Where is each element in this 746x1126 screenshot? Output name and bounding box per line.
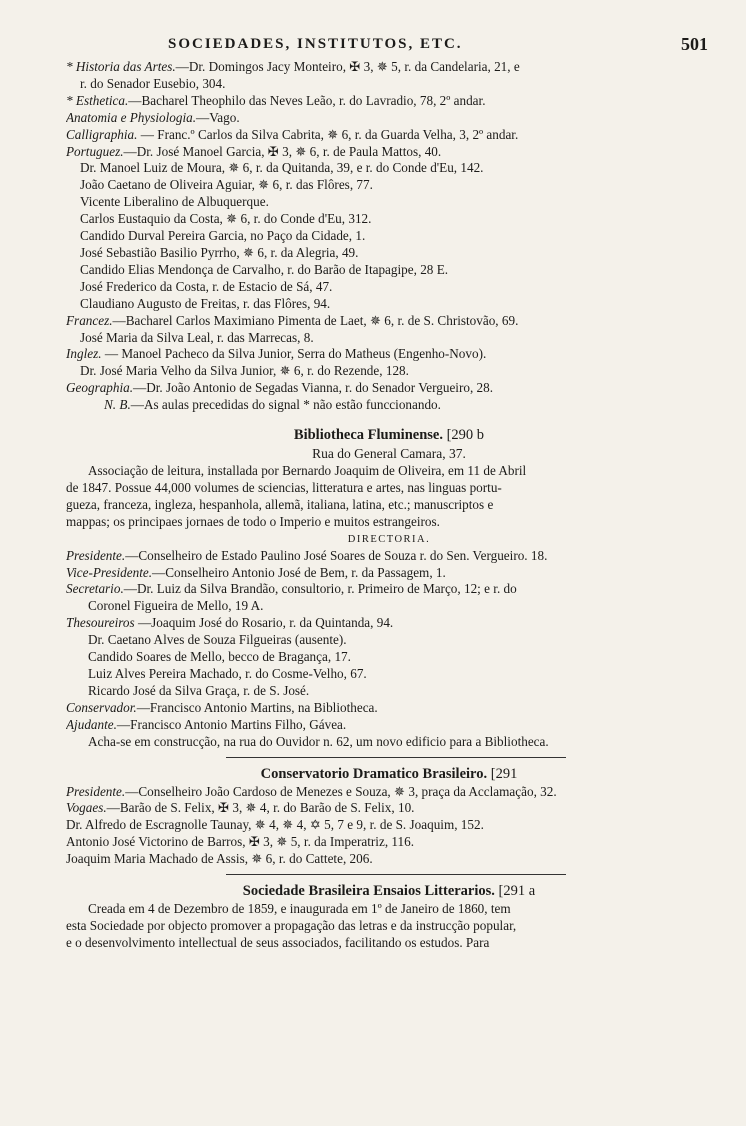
section-heading: Conservatorio Dramatico Brasileiro. [291 xyxy=(260,765,518,782)
course-line: * Historia das Artes.—Dr. Domingos Jacy Monteiro, ✠ 3, ✵ 5, r. da Candelaria, 21, e xyxy=(66,59,520,74)
running-header xyxy=(66,36,712,58)
section-heading: Sociedade Brasileira Ensaios Litterarios. [291 a xyxy=(242,883,536,900)
running-title: SOCIEDADES, INSTITUTOS, ETC. xyxy=(168,36,463,52)
member-line: Dr. Alfredo de Escragnolle Taunay, ✵ 4, ✵ 4, ✡ 5, 7 e 9, r. de S. Joaquim, 152. xyxy=(66,817,484,833)
member-line: Antonio José Victorino de Barros, ✠ 3, ✵ 5, r. da Imperatriz, 116. xyxy=(66,834,414,850)
course-line: Inglez. — Manoel Pacheco da Silva Junior, Serra do Matheus (Engenho-Novo). xyxy=(66,346,487,362)
directory-list xyxy=(66,548,712,751)
member-line: Joaquim Maria Machado de Assis, ✵ 6, r. do Cattete, 206. xyxy=(66,851,373,867)
course-line: * Esthetica.—Bacharel Theophilo das Neves Leão, r. do Lavradio, 78, 2º andar. xyxy=(66,92,486,108)
directory-line: Candido Soares de Mello, becco de Bragança, 17. xyxy=(88,649,351,665)
directory-line: Ajudante.—Francisco Antonio Martins Filho, Gávea. xyxy=(66,716,347,732)
directory-line: Presidente.—Conselheiro de Estado Paulino José Soares de Souza r. do Sen. Vergueiro. 18. xyxy=(66,547,548,563)
section-address: Rua do General Camara, 37. xyxy=(312,446,466,462)
members-list xyxy=(66,784,712,869)
section-divider xyxy=(226,874,566,875)
course-line: Geographia.—Dr. João Antonio de Segadas Vianna, r. do Senador Vergueiro, 28. xyxy=(66,380,494,396)
course-line: Claudiano Augusto de Freitas, r. das Flôres, 94. xyxy=(80,295,331,311)
course-line: Candido Elias Mendonça de Carvalho, r. do Barão de Itapagipe, 28 E. xyxy=(80,261,449,277)
course-line: Calligraphia. — Franc.º Carlos da Silva Cabrita, ✵ 6, r. da Guarda Velha, 3, 2º andar. xyxy=(66,126,519,142)
directory-line: Thesoureiros —Joaquim José do Rosario, r. da Quintanda, 94. xyxy=(66,615,394,631)
course-line: Candido Durval Pereira Garcia, no Paço da Cidade, 1. xyxy=(80,228,366,244)
section-divider xyxy=(226,757,566,758)
directory-line: Conservador.—Francisco Antonio Martins, na Bibliotheca. xyxy=(66,699,378,715)
directory-line: Luiz Alves Pereira Machado, r. do Cosme-Velho, 67. xyxy=(88,666,367,681)
course-line: Dr. José Maria Velho da Silva Junior, ✵ 6, r. do Rezende, 128. xyxy=(80,363,409,379)
note-line: N. B.—As aulas precedidas do signal * não estão funccionando. xyxy=(104,397,441,413)
course-line: Portuguez.—Dr. José Manoel Garcia, ✠ 3, ✵ 6, r. de Paula Mattos, 40. xyxy=(66,143,442,159)
page-number: 501 xyxy=(681,34,708,54)
subheading: DIRECTORIA. xyxy=(347,533,431,545)
member-line: Vogaes.—Barão de S. Felix, ✠ 3, ✵ 4, r. do Barão de S. Felix, 10. xyxy=(66,800,415,816)
directory-line: Secretario.—Dr. Luiz da Silva Brandão, consultorio, r. Primeiro de Março, 12; e r. do xyxy=(66,581,517,597)
directory-line: Ricardo José da Silva Graça, r. de S. José. xyxy=(88,682,310,698)
course-line: Anatomia e Physiologia.—Vago. xyxy=(66,109,240,125)
section-paragraph: Creada em 4 de Dezembro de 1859, e inaugurada em 1º de Janeiro de 1860, tem esta Sociedade por objecto promover a propagação das letras e da instrucção popular, e o desenvolvimento intellectual de seus associados, facilitando os estudos. Para xyxy=(66,901,517,950)
course-line: Francez.—Bacharel Carlos Maximiano Pimenta de Laet, ✵ 6, r. de S. Christovão, 69. xyxy=(66,312,519,328)
course-line: r. do Senador Eusebio, 304. xyxy=(80,75,226,91)
course-line: Dr. Manoel Luiz de Moura, ✵ 6, r. da Quitanda, 39, e r. do Conde d'Eu, 142. xyxy=(80,160,484,176)
course-line: Vicente Liberalino de Albuquerque. xyxy=(80,194,269,210)
course-line: José Frederico da Costa, r. de Estacio de Sá, 47. xyxy=(80,278,333,294)
member-line: Presidente.—Conselheiro João Cardoso de Menezes e Souza, ✵ 3, praça da Acclamação, 32. xyxy=(66,783,557,799)
course-line: Carlos Eustaquio da Costa, ✵ 6, r. do Conde d'Eu, 312. xyxy=(80,211,372,227)
directory-line: Acha-se em construcção, na rua do Ouvidor n. 62, um novo edificio para a Bibliotheca. xyxy=(88,733,549,749)
course-list xyxy=(66,59,712,414)
section-paragraph: Associação de leitura, installada por Bernardo Joaquim de Oliveira, em 11 de Abril de 1847. Possue 44,000 volumes de sciencias, litteratura e artes, nas linguas portu- gueza, franceza, ingleza, hespanhola, allemã, italiana, latina, etc.; manuscriptos e mappas; os principaes jornaes de todo o Imperio e muitos estrangeiros. xyxy=(66,463,527,529)
course-line: José Maria da Silva Leal, r. das Marrecas, 8. xyxy=(80,329,314,345)
section-heading: Bibliotheca Fluminense. [290 b xyxy=(293,427,485,444)
directory-line: Coronel Figueira de Mello, 19 A. xyxy=(88,598,264,614)
course-line: João Caetano de Oliveira Aguiar, ✵ 6, r. das Flôres, 77. xyxy=(80,177,373,193)
directory-line: Vice-Presidente.—Conselheiro Antonio José de Bem, r. da Passagem, 1. xyxy=(66,564,446,580)
course-line: José Sebastião Basilio Pyrrho, ✵ 6, r. da Alegria, 49. xyxy=(80,244,359,260)
directory-line: Dr. Caetano Alves de Souza Filgueiras (ausente). xyxy=(88,632,347,648)
